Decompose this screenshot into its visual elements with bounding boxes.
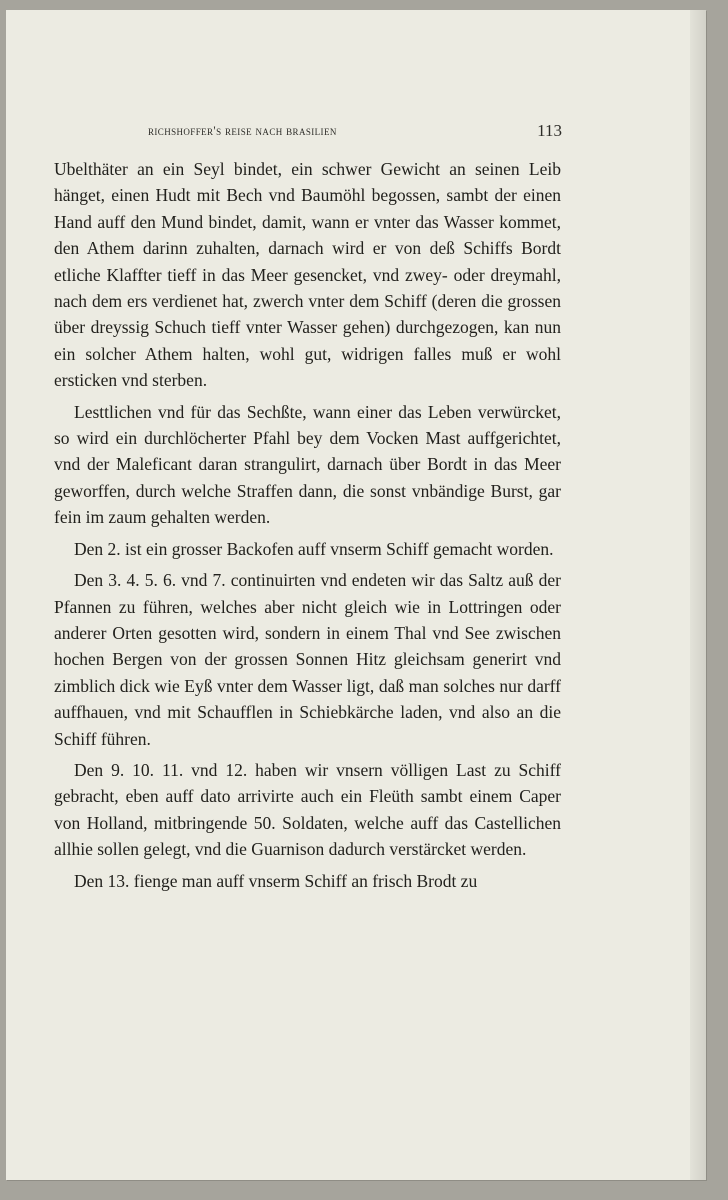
body-text [54, 156, 561, 899]
page-edge [690, 10, 706, 1180]
book-page [6, 10, 706, 1180]
paragraph: Den 2. ist ein grosser Backofen auff vnserm Schiff gemacht worden. [74, 538, 554, 559]
paragraph: Den 3. 4. 5. 6. vnd 7. continuirten vnd endeten wir das Saltz auß der Pfannen zu führen, welches aber nicht gleich wie in Lottringen oder anderer Orten gesotten wird, sondern in einem Thal vnd See zwischen hochen Bergen von der grossen Sonnen Hitz gleichsam generirt vnd zimblich dick wie Eyß vnter dem Wasser ligt, daß man solches nur darff auffhauen, vnd mit Schaufflen in Schiebkärche laden, vnd also an die Schiff führen. [54, 570, 561, 749]
paragraph: Den 13. fienge man auff vnserm Schiff an frisch Brodt zu [74, 870, 478, 891]
paragraph: Lesttlichen vnd für das Sechßte, wann einer das Leben verwürcket, so wird ein durchlöcherter Pfahl bey dem Vocken Mast auffgerichtet, vnd der Maleficant daran strangulirt, darnach über Bordt in das Meer geworffen, durch welche Straffen dann, die sonst vnbändige Burst, gar fein im zaum gehalten werden. [54, 401, 561, 528]
paragraph: Ubelthäter an ein Seyl bindet, ein schwer Gewicht an seinen Leib hänget, einen Hudt mit Bech vnd Baumöhl begossen, sambt der einen Hand auff den Mund bindet, damit, wann er vnter das Wasser kommet, den Athem darinn zuhalten, darnach wird er von deß Schiffs Bordt etliche Klaffter tieff in das Meer gesencket, vnd zwey- oder dreymahl, nach dem ers verdienet hat, zwerch vnter dem Schiff (deren die grossen über dreyssig Schuch tieff vnter Wasser gehen) durchgezogen, kan nun ein solcher Athem halten, wohl gut, widrigen falles muß er wohl ersticken vnd sterben. [54, 159, 561, 391]
page-number: 113 [537, 121, 562, 140]
running-title: richshoffer's reise nach brasilien [148, 124, 337, 138]
paragraph: Den 9. 10. 11. vnd 12. haben wir vnsern völligen Last zu Schiff gebracht, eben auff dato arrivirte auch ein Fleüth sambt einem Caper von Holland, mitbringende 50. Soldaten, welche auff das Castellichen allhie sollen gelegt, vnd die Guarnison dadurch verstärcket werden. [54, 759, 561, 860]
